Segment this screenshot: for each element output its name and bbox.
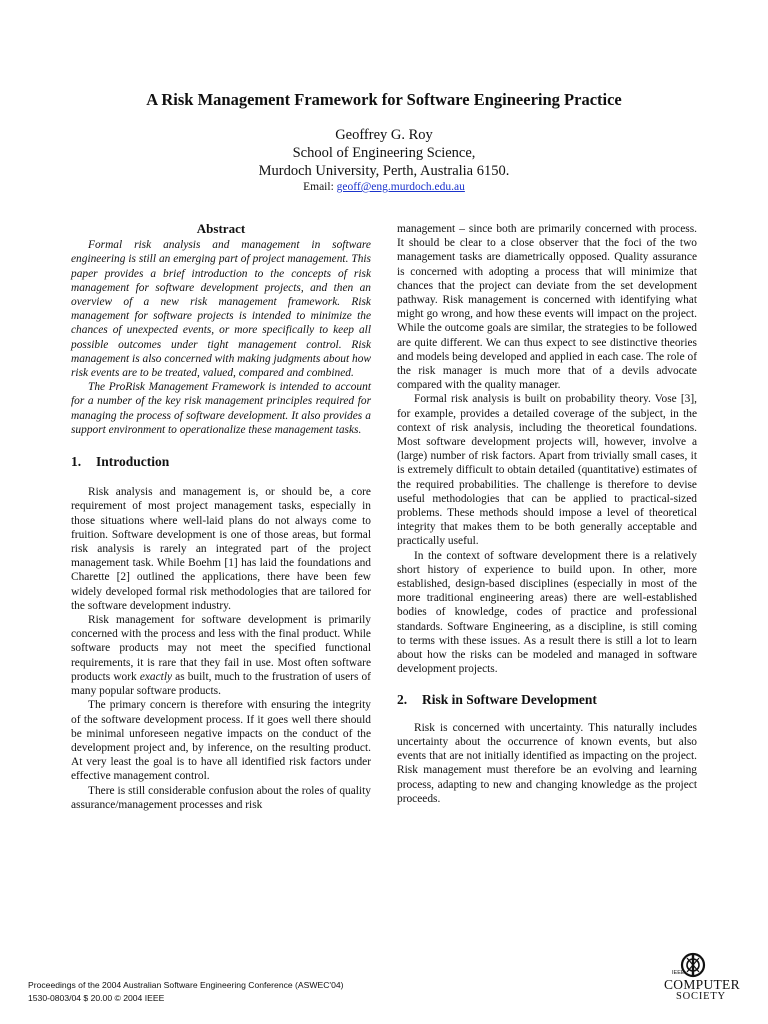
footer-copyright: 1530-0803/04 $ 20.00 © 2004 IEEE xyxy=(28,992,165,1003)
affiliation-school: School of Engineering Science, xyxy=(292,145,476,161)
logo-text-society: SOCIETY xyxy=(676,991,726,1002)
body-paragraph: Formal risk analysis is built on probability theory. Vose [3], for example, provides a detailed coverage of the subject, in the context of risk analysis, including the theoretical foundations. Most software development projects will, however, involve a (large) number of risk factors. Apart from trivially small cases, it is extremely difficult to obtain detailed (quantitative) estimates of the required probabilities. The challenge is therefore to devise useful methodologies that can be applied to practical-sized problems. These methods should impose a level of theoretical integrity that makes them to be both generally acceptable and practically useful. xyxy=(397,393,697,548)
body-paragraph: Risk is concerned with uncertainty. This naturally includes uncertainty about the occurrence of known events, but also events that are not initially identified as impacting on the project. Risk management must therefore be an evolving and learning process, adapting to new and changing knowledge as the project proceeds. xyxy=(397,721,697,805)
section-number: 1. xyxy=(71,454,82,470)
body-paragraph: There is still considerable confusion about the roles of quality assurance/management processes and risk xyxy=(71,784,371,811)
introduction-body xyxy=(71,485,371,812)
section-heading-risk xyxy=(397,693,697,707)
body-paragraph: management – since both are primarily concerned with process. It should be clear to a close observer that the foci of the two management tasks are diametrically opposed. Quality assurance is concerned with adopting a process that will minimize that chances that the project can deviate from the set development pathway. Risk management is concerned with identifying what might go wrong, and how these events will impact on the project. While the outcome goals are similar, the strategies to be followed are quite different. We can thus expect to see distinctive theories and models being developed and applied in each case. The role of the risk manager is much more that of a devils advocate compared with the quality manager. xyxy=(397,223,697,392)
risk-section-body xyxy=(397,721,697,806)
right-column xyxy=(397,222,697,806)
abstract-heading: Abstract xyxy=(196,221,246,236)
abstract-body xyxy=(71,238,371,437)
ieee-emblem-icon xyxy=(680,952,706,978)
emphasis-text: exactly xyxy=(139,670,173,683)
page-footer xyxy=(28,979,344,1004)
author-block xyxy=(0,126,768,195)
affiliation-university: Murdoch University, Perth, Australia 6150. xyxy=(258,163,510,179)
paper-title: A Risk Management Framework for Software Engineering Practice xyxy=(146,90,622,109)
section-title: Risk in Software Development xyxy=(422,691,597,707)
author-name: Geoffrey G. Roy xyxy=(335,127,433,143)
left-column xyxy=(71,222,371,812)
abstract-paragraph: Formal risk analysis and management in software engineering is still an emerging part of project management. This paper provides a brief introduction to the concepts of risk management for software development projects, and then an overview of a new risk management framework. Risk management for software projects is intended to minimize the chances of unexpected events, or more specifically to keep all possible outcomes under tight management control. Risk management is also concerned with making judgments about how risk events are to be treated, valued, compared and combined. xyxy=(71,239,371,380)
computer-society-logo xyxy=(660,948,746,1008)
introduction-body-continued xyxy=(397,222,697,677)
email-label: Email: xyxy=(303,181,334,193)
section-title: Introduction xyxy=(96,454,170,470)
section-heading-introduction xyxy=(71,455,371,469)
body-paragraph: The primary concern is therefore with ensuring the integrity of the software development process. If it goes well there should be minimal unforeseen negative impacts on the conduct of the development project and, by inference, on the resulting product. At very least the goal is to have all identified risk factors under effective management control. xyxy=(71,699,371,783)
text-run: as built, much to the frustration of users of many popular software products. xyxy=(71,670,371,698)
body-paragraph: Risk analysis and management is, or should be, a core requirement of most project management tasks, especially in those situations where well-laid plans do not always come to fruition. Software development is one of those areas, but formal risk analysis is rarely an integrated part of the project management task. While Boehm [1] has laid the foundations and Charette [2] outlined the applications, there have been few widely developed formal risk methodologies that are tailored for the software development industry. xyxy=(71,486,371,612)
email-line xyxy=(0,180,768,195)
text-run: Risk management for software development is primarily concerned with the process and less with the final product. While software products may not meet the specified functional requirements, it is rare that they fail in use. Most often software products work xyxy=(71,614,371,683)
abstract-paragraph: The ProRisk Management Framework is intended to account for a number of the key risk management principles required for managing the process of software development. It also provides a support environment to operationalize these management tasks. xyxy=(71,381,371,436)
logo-text-computer: COMPUTER xyxy=(664,977,740,992)
section-number: 2. xyxy=(397,691,408,707)
email-link[interactable]: geoff@eng.murdoch.edu.au xyxy=(336,181,465,193)
body-paragraph: In the context of software development there is a relatively short history of experience to build upon. In other, more established, design-based disciplines (especially in most of the more traditional engineering areas) there are well-established bodies of knowledge, codes of practice and professional standards. Software Engineering, as a discipline, is still coming to terms with these issues. As a result there is still a lot to learn about how the risks can be modeled and managed in software development projects. xyxy=(397,549,697,676)
body-paragraph xyxy=(71,613,371,698)
footer-proceedings: Proceedings of the 2004 Australian Software Engineering Conference (ASWEC'04) xyxy=(28,980,344,990)
ieee-label: IEEE xyxy=(672,970,685,976)
